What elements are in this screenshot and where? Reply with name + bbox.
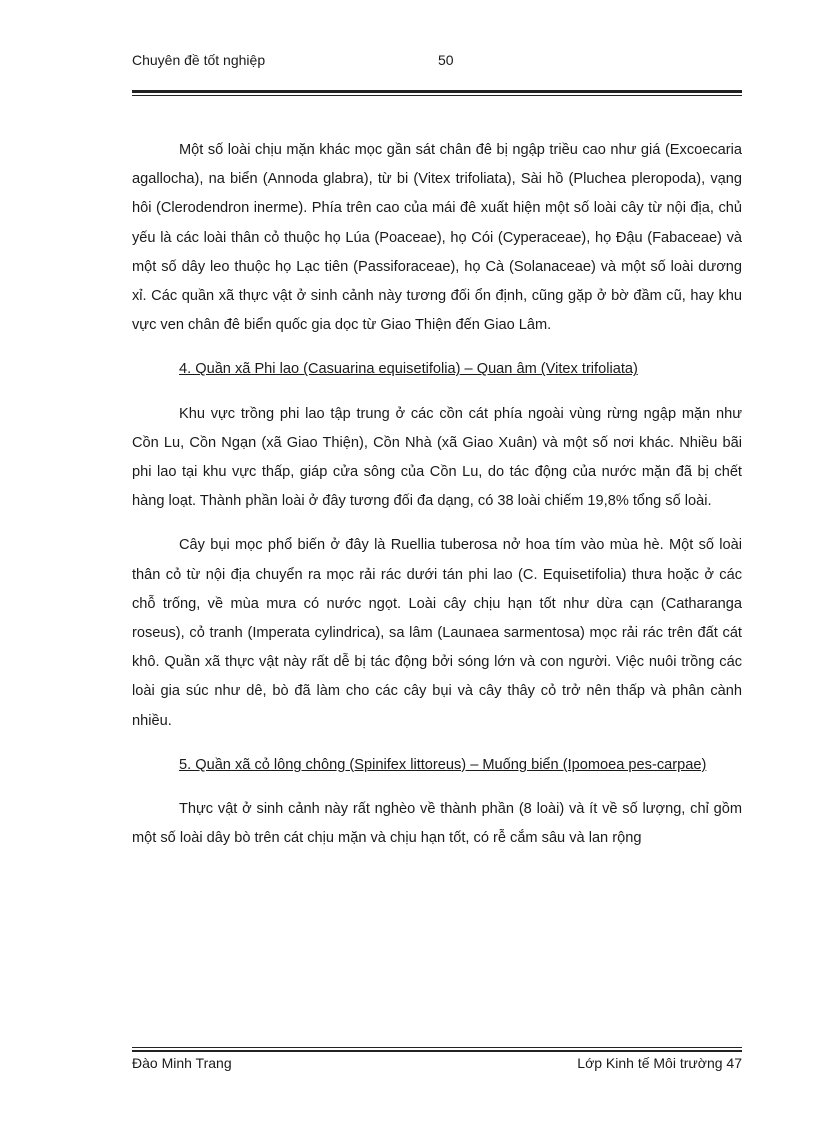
section-heading-5: 5. Quần xã cỏ lông chông (Spinifex littoreus) – Muống biển (Ipomoea pes-carpae) xyxy=(179,756,707,773)
footer-author: Đào Minh Trang xyxy=(132,1055,232,1071)
section-heading-4: 4. Quần xã Phi lao (Casuarina equisetifolia) – Quan âm (Vitex trifoliata) xyxy=(179,361,638,378)
footer-class: Lớp Kinh tế Môi trường 47 xyxy=(577,1055,742,1071)
page-footer xyxy=(132,1055,742,1075)
paragraph-casuarina-shrubs: Cây bụi mọc phổ biến ở đây là Ruellia tuberosa nở hoa tím vào mùa hè. Một số loài thân cỏ từ nội địa chuyển ra mọc rải rác dưới tán phi lao (C. Equisetifolia) thưa hoặc ở các chỗ trống, về mùa mưa có nước ngọt. Loài cây chịu hạn tốt như dừa cạn (Catharanga roseus), cỏ tranh (Imperata cylindrica), sa lâm (Launaea sarmentosa) mọc rải rác trên đất cát khô. Quần xã thực vật này rất dễ bị tác động bởi sóng lớn và con người. Việc nuôi trồng các loài gia súc như dê, bò đã làm cho các cây bụi và cây thây cỏ trở nên thấp và phân cành nhiều. xyxy=(132,537,742,729)
page-body xyxy=(132,136,742,853)
paragraph-intro: Một số loài chịu mặn khác mọc gần sát chân đê bị ngập triều cao như giá (Excoecaria agallocha), na biển (Annoda glabra), từ bi (Vitex trifoliata), Sài hồ (Pluchea pleropoda), vạng hôi (Clerodendron inerme). Phía trên cao của mái đê xuất hiện một số loài cây từ nội địa, chủ yếu là các loài thân cỏ thuộc họ Lúa (Poaceae), họ Cói (Cyperaceae), họ Đậu (Fabaceae) và một số dây leo thuộc họ Lạc tiên (Passiforaceae), họ Cà (Solanaceae) và một số loài dương xỉ. Các quần xã thực vật ở sinh cảnh này tương đối ổn định, cũng gặp ở bờ đầm cũ, hay khu vực ven chân đê biển quốc gia dọc từ Giao Thiện đến Giao Lâm. xyxy=(132,142,742,334)
page-number: 50 xyxy=(438,52,454,68)
header-rule-thin xyxy=(132,95,742,96)
paragraph-casuarina-area: Khu vực trồng phi lao tập trung ở các cồn cát phía ngoài vùng rừng ngập mặn như Cồn Lu, Cồn Ngạn (xã Giao Thiện), Cồn Nhà (xã Giao Xuân) và một số nơi khác. Nhiều bãi phi lao tại khu vực thấp, giáp cửa sông của Cồn Lu, do tác động của nước mặn đã bị chết hàng loạt. Thành phần loài ở đây tương đối đa dạng, có 38 loài chiếm 19,8% tổng số loài. xyxy=(132,405,742,510)
page-header xyxy=(132,52,742,72)
footer-rule-thin xyxy=(132,1047,742,1048)
footer-rule-thick xyxy=(132,1050,742,1052)
header-rule-thick xyxy=(132,90,742,93)
paragraph-spinifex: Thực vật ở sinh cảnh này rất nghèo về thành phần (8 loài) và ít về số lượng, chỉ gồm một số loài dây bò trên cát chịu mặn và chịu hạn tốt, có rễ cắm sâu và lan rộng xyxy=(132,801,742,847)
document-title: Chuyên đề tốt nghiệp xyxy=(132,52,266,68)
